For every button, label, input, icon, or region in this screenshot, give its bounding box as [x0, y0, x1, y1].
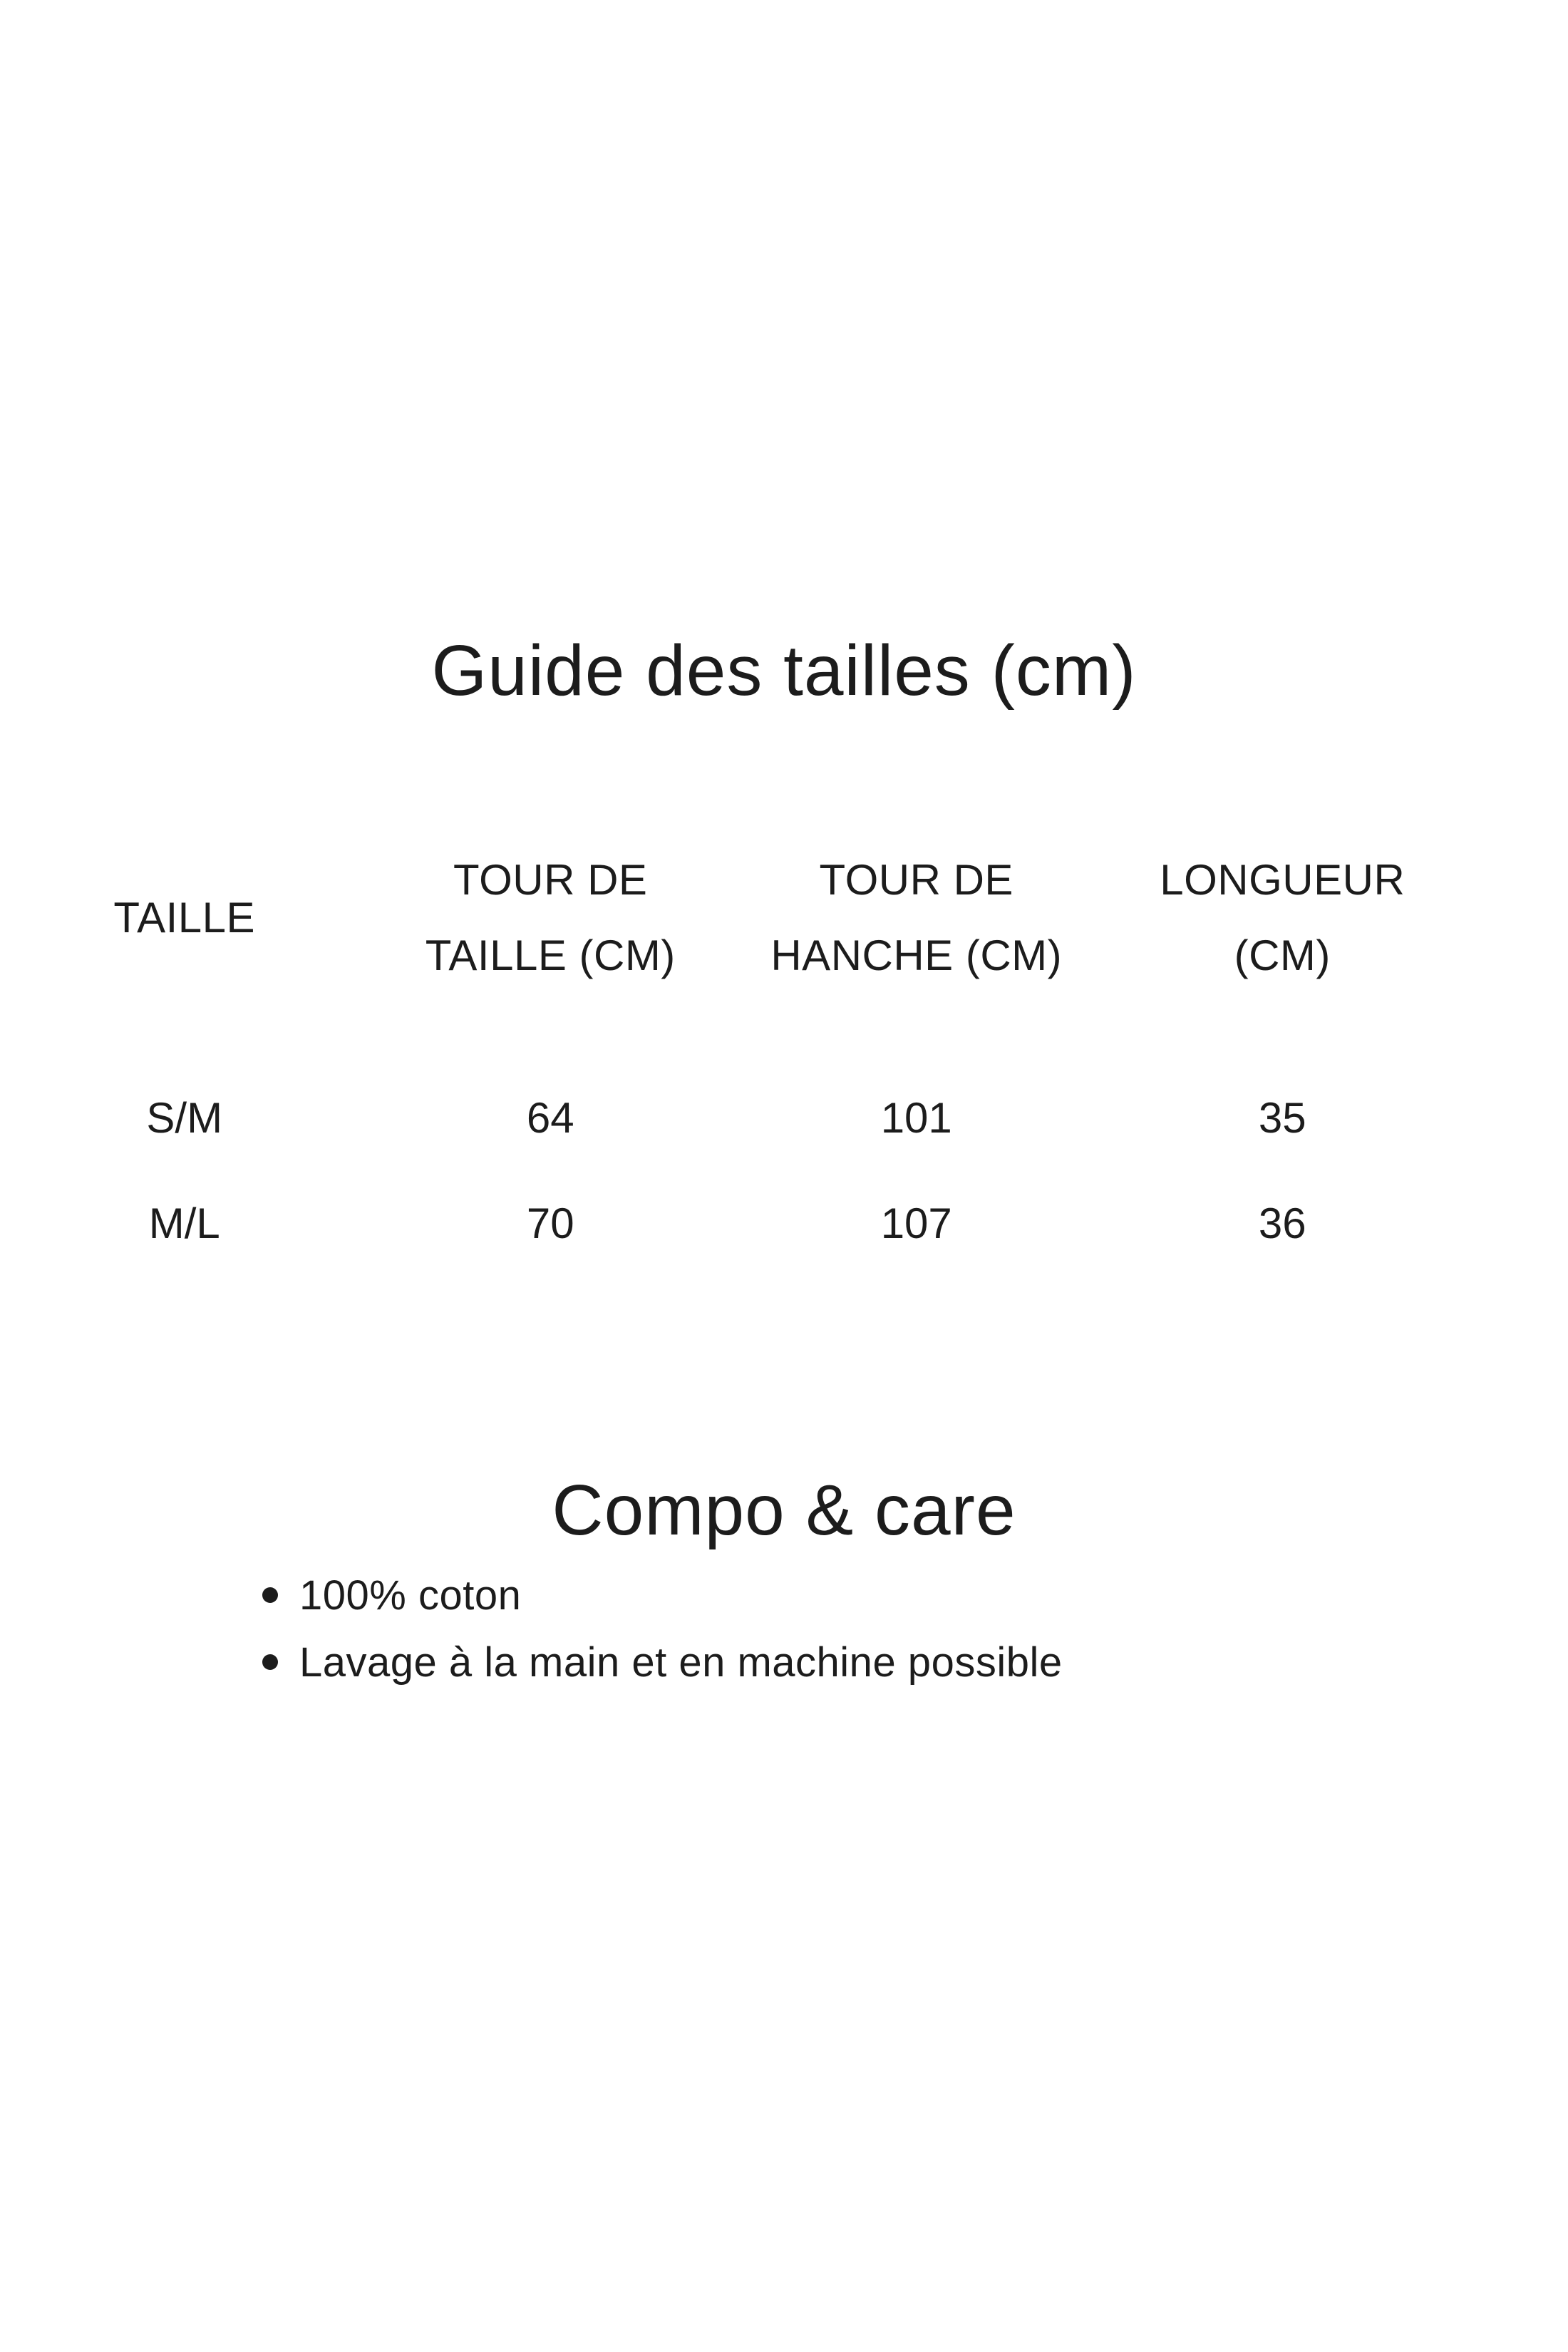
header-label: TOUR DE: [453, 856, 648, 904]
size-table: [1, 842, 1465, 1276]
table-row: [1, 1065, 1465, 1170]
list-item-text: Lavage à la main et en machine possible: [299, 1639, 1063, 1686]
cell-hip-value: 107: [880, 1199, 952, 1247]
header-cell-taille: [1, 842, 368, 994]
header-label: HANCHE (CM): [770, 932, 1063, 979]
cell-waist-value: 70: [526, 1199, 574, 1247]
list-item-text: 100% coton: [299, 1572, 522, 1619]
cell-length-value: 35: [1258, 1093, 1306, 1142]
header-label: TAILLE (CM): [425, 932, 676, 979]
cell-length-value: 36: [1258, 1199, 1306, 1247]
header-label: TAILLE: [113, 894, 256, 942]
bullet-icon: [262, 1587, 278, 1603]
size-table-header-row: [1, 842, 1465, 994]
page-title: Guide des tailles (cm): [431, 631, 1137, 711]
table-row: [1, 1170, 1465, 1276]
cell-size-label: M/L: [148, 1199, 220, 1247]
header-cell-tour-de-hanche: [733, 842, 1100, 994]
cell-hip-value: 101: [880, 1093, 952, 1142]
header-label: LONGUEUR: [1160, 856, 1405, 904]
cell-size-label: S/M: [146, 1093, 223, 1142]
bullet-icon: [262, 1654, 278, 1670]
header-label: (CM): [1234, 932, 1331, 979]
list-item: [262, 1629, 1063, 1696]
cell-waist-value: 64: [526, 1093, 574, 1142]
header-cell-tour-de-taille: [368, 842, 734, 994]
compo-care-list: [262, 1562, 1063, 1696]
size-table-body: [1, 1065, 1465, 1276]
compo-care-heading: Compo & care: [552, 1470, 1016, 1550]
header-label: TOUR DE: [819, 856, 1013, 904]
list-item: [262, 1562, 1063, 1629]
header-cell-longueur: [1100, 842, 1466, 994]
